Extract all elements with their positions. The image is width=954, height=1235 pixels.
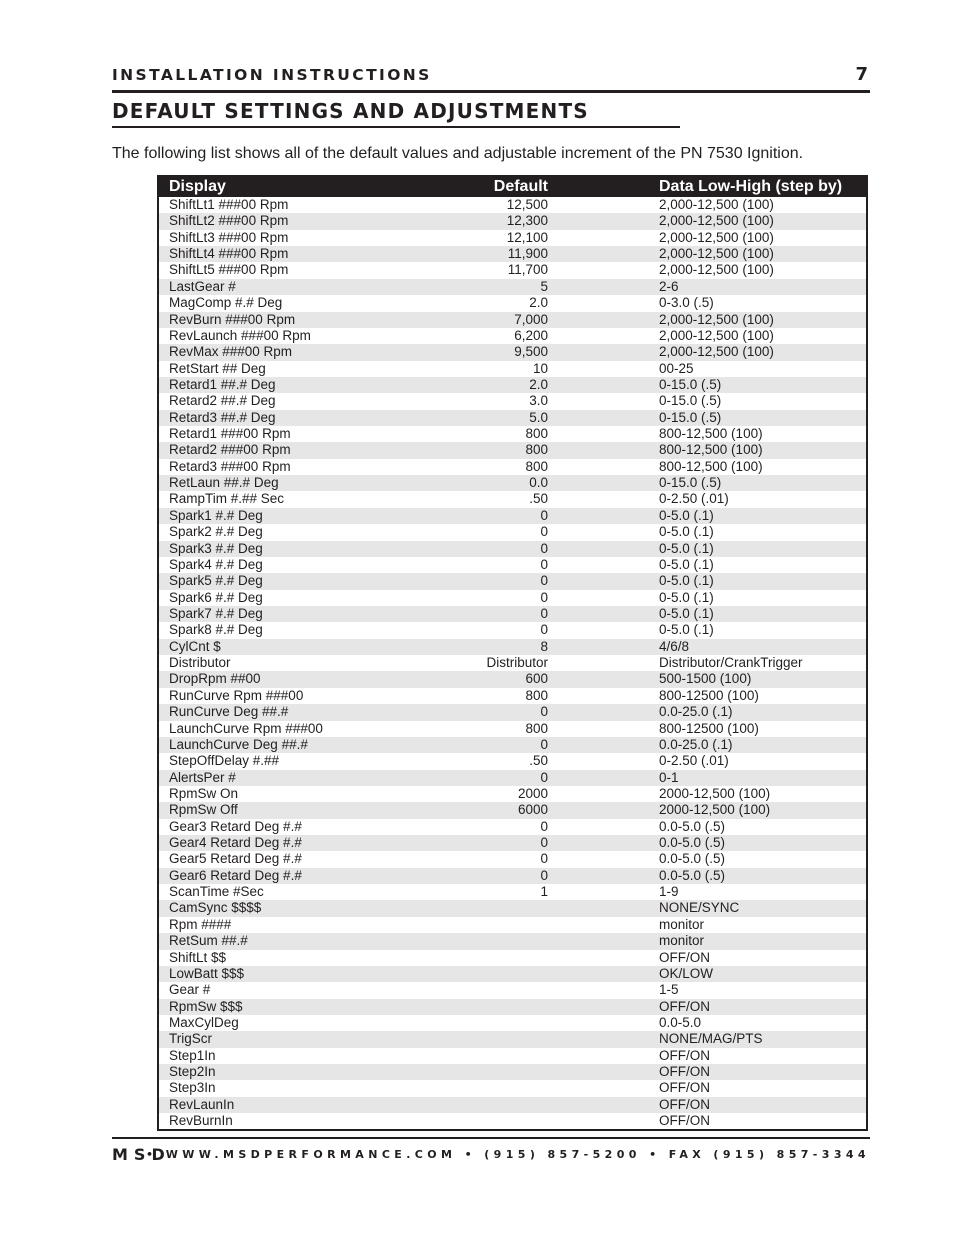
table-row	[159, 868, 866, 884]
cell-display: ShiftLt2 ###00 Rpm	[169, 213, 289, 229]
cell-default: 600	[525, 671, 548, 687]
cell-display: DropRpm ##00	[169, 671, 261, 687]
table-row	[159, 426, 866, 442]
cell-data: 0.0-5.0	[659, 1014, 702, 1030]
table-row	[159, 721, 866, 737]
cell-data: monitor	[659, 933, 705, 949]
cell-default: 0	[540, 818, 548, 834]
table-row	[159, 459, 866, 475]
cell-data: 0-15.0 (.5)	[659, 376, 722, 392]
cell-default: 800	[525, 458, 548, 474]
cell-data: 2,000-12,500 (100)	[659, 197, 774, 212]
cell-default: 6000	[517, 802, 548, 818]
cell-display: Retard2 ###00 Rpm	[169, 442, 291, 458]
table-body	[159, 197, 866, 1129]
cell-data: OFF/ON	[659, 1080, 710, 1096]
cell-data: 0-5.0 (.1)	[659, 524, 714, 540]
cell-data: OFF/ON	[659, 1113, 710, 1129]
table-row	[159, 1031, 866, 1047]
cell-data: 2,000-12,500 (100)	[659, 229, 774, 245]
table-row	[159, 213, 866, 229]
cell-default: 6,200	[514, 327, 548, 343]
cell-default: 0	[540, 556, 548, 572]
table-row	[159, 835, 866, 851]
cell-display: Spark8 #.# Deg	[169, 622, 263, 638]
cell-display: CylCnt $	[169, 638, 221, 654]
cell-data: OFF/ON	[659, 998, 710, 1014]
table-row	[159, 671, 866, 687]
cell-data: NONE/SYNC	[659, 900, 740, 916]
table-row	[159, 573, 866, 589]
cell-display: Retard3 ##.# Deg	[169, 409, 276, 425]
cell-data: 1-9	[659, 884, 679, 900]
cell-data: 2,000-12,500 (100)	[659, 311, 774, 327]
cell-data: 0-3.0 (.5)	[659, 295, 714, 311]
cell-display: ShiftLt $$	[169, 949, 227, 965]
cell-display: Retard3 ###00 Rpm	[169, 458, 291, 474]
table-row	[159, 639, 866, 655]
cell-data: 0-15.0 (.5)	[659, 475, 722, 491]
cell-display: Gear5 Retard Deg #.#	[169, 851, 302, 867]
page-footer	[112, 1137, 870, 1171]
cell-display: ScanTime #Sec	[169, 884, 264, 900]
cell-default: 0.0	[529, 475, 548, 491]
cell-display: RunCurve Rpm ###00	[169, 687, 304, 703]
cell-display: RetLaun ##.# Deg	[169, 475, 279, 491]
table-row	[159, 982, 866, 998]
cell-display: LaunchCurve Deg ##.#	[169, 736, 308, 752]
footer-contact: • WWW.MSDPERFORMANCE.COM • (915) 857-5200 • FAX (915) 857-3344	[146, 1148, 870, 1161]
cell-data: 0-5.0 (.1)	[659, 622, 714, 638]
cell-default: 5.0	[529, 409, 548, 425]
section-title: DEFAULT SETTINGS AND ADJUSTMENTS	[112, 99, 589, 123]
cell-display: ShiftLt1 ###00 Rpm	[169, 197, 289, 212]
cell-default: 11,900	[507, 246, 548, 262]
table-row	[159, 966, 866, 982]
cell-default: 7,000	[514, 311, 548, 327]
cell-default: 0	[540, 507, 548, 523]
cell-data: NONE/MAG/PTS	[659, 1031, 763, 1047]
column-header-data: Data Low-High (step by)	[659, 178, 843, 195]
cell-display: RevLaunIn	[169, 1096, 235, 1112]
cell-display: Step1In	[169, 1047, 216, 1063]
cell-data: 500-1500 (100)	[659, 671, 752, 687]
cell-data: 0-2.50 (.01)	[659, 753, 729, 769]
table-row	[159, 279, 866, 295]
cell-default: 5	[540, 278, 548, 294]
cell-default: 12,500	[506, 197, 548, 212]
cell-display: Spark3 #.# Deg	[169, 540, 263, 556]
table-row	[159, 410, 866, 426]
cell-display: CamSync $$$$	[169, 900, 262, 916]
cell-data: 2,000-12,500 (100)	[659, 262, 774, 278]
cell-display: RpmSw Off	[169, 802, 238, 818]
default-settings-table	[157, 175, 868, 1131]
cell-display: RevMax ###00 Rpm	[169, 344, 293, 360]
table-row	[159, 1097, 866, 1113]
cell-default: 9,500	[514, 344, 548, 360]
cell-data: 2,000-12,500 (100)	[659, 213, 774, 229]
cell-display: Spark2 #.# Deg	[169, 524, 263, 540]
cell-display: LaunchCurve Rpm ###00	[169, 720, 323, 736]
table-row	[159, 802, 866, 818]
cell-data: 0-5.0 (.1)	[659, 589, 714, 605]
cell-display: Step3In	[169, 1080, 216, 1096]
cell-default: 0	[540, 589, 548, 605]
cell-data: 0.0-5.0 (.5)	[659, 835, 726, 851]
table-row	[159, 246, 866, 262]
cell-default: .50	[529, 491, 548, 507]
table-row	[159, 1064, 866, 1080]
table-row	[159, 851, 866, 867]
page-number: 7	[855, 64, 868, 85]
cell-display: ShiftLt5 ###00 Rpm	[169, 262, 289, 278]
section-heading	[112, 98, 680, 128]
table-row	[159, 557, 866, 573]
table-row	[159, 999, 866, 1015]
cell-display: AlertsPer #	[169, 769, 236, 785]
cell-data: Distributor/CrankTrigger	[659, 655, 803, 671]
cell-data: OFF/ON	[659, 1064, 710, 1080]
cell-default: 0	[540, 769, 548, 785]
cell-default: 11,700	[507, 262, 548, 278]
cell-display: Spark1 #.# Deg	[169, 507, 263, 523]
cell-default: 1	[540, 884, 548, 900]
cell-data: 2,000-12,500 (100)	[659, 246, 774, 262]
table-row	[159, 262, 866, 278]
cell-data: OFF/ON	[659, 1047, 710, 1063]
cell-data: 0-1	[659, 769, 679, 785]
cell-display: RpmSw $$$	[169, 998, 243, 1014]
table-row	[159, 1113, 866, 1129]
cell-default: 12,300	[506, 213, 548, 229]
cell-display: RampTim #.## Sec	[169, 491, 285, 507]
cell-default: 0	[540, 524, 548, 540]
table-row	[159, 1015, 866, 1031]
cell-data: 0-15.0 (.5)	[659, 393, 722, 409]
cell-display: LastGear #	[169, 278, 236, 294]
cell-display: Retard2 ##.# Deg	[169, 393, 276, 409]
cell-display: Distributor	[169, 655, 231, 671]
cell-default: 2000	[517, 785, 548, 801]
table-row	[159, 508, 866, 524]
cell-default: 10	[532, 360, 548, 376]
cell-data: OK/LOW	[659, 965, 714, 981]
cell-display: Gear4 Retard Deg #.#	[169, 835, 302, 851]
table-row	[159, 442, 866, 458]
table-row	[159, 786, 866, 802]
cell-default: 800	[525, 720, 548, 736]
table-row	[159, 900, 866, 916]
cell-default: 0	[540, 835, 548, 851]
table-row	[159, 475, 866, 491]
cell-display: Retard1 ##.# Deg	[169, 376, 276, 392]
table-row	[159, 606, 866, 622]
page-header	[112, 64, 870, 93]
cell-data: 0-5.0 (.1)	[659, 507, 714, 523]
table-row	[159, 704, 866, 720]
cell-data: monitor	[659, 916, 705, 932]
cell-default: 0	[540, 736, 548, 752]
table-row	[159, 491, 866, 507]
cell-display: Spark7 #.# Deg	[169, 605, 263, 621]
table-row	[159, 344, 866, 360]
cell-data: 0-5.0 (.1)	[659, 556, 714, 572]
cell-data: 800-12500 (100)	[659, 720, 759, 736]
table-row	[159, 950, 866, 966]
table-row	[159, 541, 866, 557]
cell-data: 0-5.0 (.1)	[659, 573, 714, 589]
cell-default: .50	[529, 753, 548, 769]
cell-display: ShiftLt4 ###00 Rpm	[169, 246, 289, 262]
intro-text: The following list shows all of the default values and adjustable increment of the PN 7530 Ignition.	[112, 145, 804, 162]
cell-data: 0-5.0 (.1)	[659, 540, 714, 556]
cell-default: 12,100	[506, 229, 548, 245]
cell-data: 800-12500 (100)	[659, 687, 759, 703]
cell-default: 0	[540, 540, 548, 556]
cell-display: ShiftLt3 ###00 Rpm	[169, 229, 289, 245]
table-row	[159, 312, 866, 328]
cell-data: OFF/ON	[659, 1096, 710, 1112]
cell-default: Distributor	[486, 655, 548, 671]
table-header-row	[159, 177, 866, 197]
cell-data: 800-12,500 (100)	[659, 458, 763, 474]
table-row	[159, 524, 866, 540]
cell-data: 0.0-5.0 (.5)	[659, 818, 726, 834]
cell-data: 1-5	[659, 982, 679, 998]
table-row	[159, 197, 866, 213]
table-row	[159, 884, 866, 900]
cell-default: 0	[540, 704, 548, 720]
table-row	[159, 295, 866, 311]
cell-data: 0-5.0 (.1)	[659, 605, 714, 621]
cell-display: Rpm ####	[169, 916, 232, 932]
table-row	[159, 688, 866, 704]
cell-data: 0.0-5.0 (.5)	[659, 867, 726, 883]
cell-display: Retard1 ###00 Rpm	[169, 426, 291, 442]
cell-default: 2.0	[529, 376, 548, 392]
table-row	[159, 917, 866, 933]
cell-display: Spark5 #.# Deg	[169, 573, 263, 589]
cell-default: 0	[540, 573, 548, 589]
cell-default: 800	[525, 442, 548, 458]
table-row	[159, 737, 866, 753]
table-row	[159, 770, 866, 786]
cell-data: 2-6	[659, 278, 679, 294]
cell-display: Gear3 Retard Deg #.#	[169, 818, 302, 834]
cell-display: Gear #	[169, 982, 211, 998]
cell-data: 4/6/8	[659, 638, 690, 654]
cell-default: 2.0	[529, 295, 548, 311]
cell-data: 800-12,500 (100)	[659, 426, 763, 442]
cell-display: RpmSw On	[169, 785, 239, 801]
table-row	[159, 753, 866, 769]
cell-display: RevLaunch ###00 Rpm	[169, 327, 311, 343]
cell-display: RetSum ##.#	[169, 933, 248, 949]
cell-display: TrigScr	[169, 1031, 212, 1047]
cell-default: 800	[525, 687, 548, 703]
cell-default: 0	[540, 622, 548, 638]
cell-display: StepOffDelay #.##	[169, 753, 280, 769]
cell-display: RevBurnIn	[169, 1113, 233, 1129]
table-row	[159, 230, 866, 246]
table-row	[159, 377, 866, 393]
header-title: INSTALLATION INSTRUCTIONS	[112, 66, 432, 84]
cell-default: 3.0	[529, 393, 548, 409]
cell-data: 2000-12,500 (100)	[659, 785, 771, 801]
table-row	[159, 328, 866, 344]
cell-data: OFF/ON	[659, 949, 710, 965]
table-row	[159, 393, 866, 409]
cell-data: 800-12,500 (100)	[659, 442, 763, 458]
table-row	[159, 819, 866, 835]
table-row	[159, 655, 866, 671]
table-row	[159, 590, 866, 606]
cell-data: 0-15.0 (.5)	[659, 409, 722, 425]
cell-default: 8	[540, 638, 548, 654]
cell-data: 0-2.50 (.01)	[659, 491, 729, 507]
cell-data: 0.0-25.0 (.1)	[659, 736, 733, 752]
cell-data: 00-25	[659, 360, 694, 376]
cell-display: Spark6 #.# Deg	[169, 589, 263, 605]
cell-display: Gear6 Retard Deg #.#	[169, 867, 302, 883]
cell-display: MagComp #.# Deg	[169, 295, 283, 311]
cell-data: 2,000-12,500 (100)	[659, 327, 774, 343]
cell-display: Spark4 #.# Deg	[169, 556, 263, 572]
cell-display: MaxCylDeg	[169, 1014, 239, 1030]
cell-display: Step2In	[169, 1064, 216, 1080]
cell-default: 0	[540, 867, 548, 883]
cell-display: RevBurn ###00 Rpm	[169, 311, 296, 327]
cell-default: 0	[540, 851, 548, 867]
cell-data: 2,000-12,500 (100)	[659, 344, 774, 360]
table-row	[159, 1080, 866, 1096]
cell-display: RetStart ## Deg	[169, 360, 266, 376]
table-row	[159, 622, 866, 638]
table-row	[159, 361, 866, 377]
cell-data: 0.0-25.0 (.1)	[659, 704, 733, 720]
cell-display: RunCurve Deg ##.#	[169, 704, 289, 720]
footer-brand: MSD	[112, 1145, 171, 1164]
cell-default: 800	[525, 426, 548, 442]
cell-default: 0	[540, 605, 548, 621]
table-row	[159, 933, 866, 949]
column-header-default: Default	[493, 178, 548, 195]
cell-data: 2000-12,500 (100)	[659, 802, 771, 818]
cell-data: 0.0-5.0 (.5)	[659, 851, 726, 867]
cell-display: LowBatt $$$	[169, 965, 245, 981]
table-row	[159, 1048, 866, 1064]
column-header-display: Display	[169, 178, 226, 195]
